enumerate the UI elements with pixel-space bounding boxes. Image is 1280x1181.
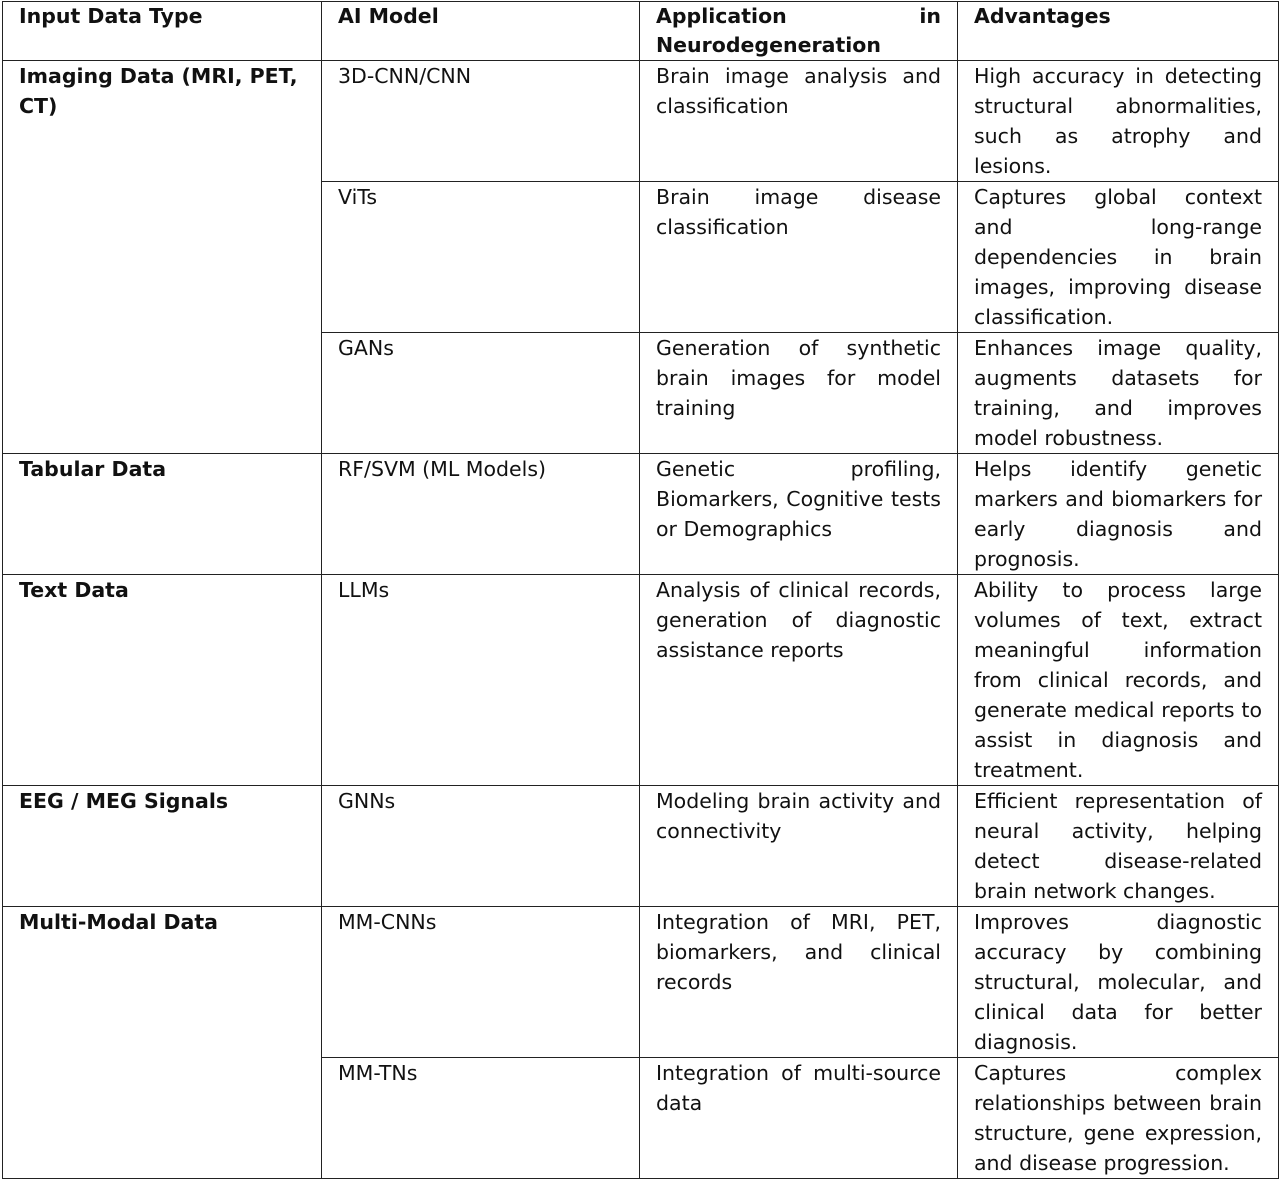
cell-advantages: Captures global context and long-range dependencies in brain images, improving disease classification.: [958, 182, 1279, 333]
table-row: [3, 786, 1279, 907]
cell-advantages: Helps identify genetic markers and biomarkers for early diagnosis and prognosis.: [958, 454, 1279, 575]
table-header-row: [3, 2, 1279, 61]
ai-models-table: [2, 1, 1279, 1179]
cell-application: Genetic profiling, Biomarkers, Cognitive tests or Demographics: [640, 454, 958, 575]
header-application: Application in Neurodegeneration: [640, 2, 958, 61]
table-row: [3, 454, 1279, 575]
cell-input-type: Text Data: [3, 575, 322, 786]
header-ai-model: AI Model: [322, 2, 640, 61]
cell-input-type: Multi-Modal Data: [3, 907, 322, 1179]
cell-model: MM-CNNs: [322, 907, 640, 1058]
cell-model: LLMs: [322, 575, 640, 786]
cell-model: ViTs: [322, 182, 640, 333]
cell-model: GANs: [322, 333, 640, 454]
cell-advantages: Enhances image quality, augments datasets for training, and improves model robustness.: [958, 333, 1279, 454]
cell-application: Analysis of clinical records, generation of diagnostic assistance reports: [640, 575, 958, 786]
cell-advantages: Ability to process large volumes of text, extract meaningful information from clinical records, and generate medical reports to assist in diagnosis and treatment.: [958, 575, 1279, 786]
cell-input-type: Imaging Data (MRI, PET, CT): [3, 61, 322, 454]
cell-application: Brain image disease classification: [640, 182, 958, 333]
cell-model: RF/SVM (ML Models): [322, 454, 640, 575]
cell-advantages: Captures complex relationships between brain structure, gene expression, and disease progression.: [958, 1058, 1279, 1179]
table-row: [3, 907, 1279, 1058]
cell-advantages: High accuracy in detecting structural abnormalities, such as atrophy and lesions.: [958, 61, 1279, 182]
cell-application: Integration of multi-source data: [640, 1058, 958, 1179]
cell-input-type: Tabular Data: [3, 454, 322, 575]
cell-model: MM-TNs: [322, 1058, 640, 1179]
cell-application: Integration of MRI, PET, biomarkers, and clinical records: [640, 907, 958, 1058]
cell-application: Modeling brain activity and connectivity: [640, 786, 958, 907]
table-row: [3, 61, 1279, 182]
cell-model: 3D-CNN/CNN: [322, 61, 640, 182]
cell-application: Generation of synthetic brain images for model training: [640, 333, 958, 454]
cell-advantages: Efficient representation of neural activity, helping detect disease-related brain network changes.: [958, 786, 1279, 907]
header-advantages: Advantages: [958, 2, 1279, 61]
header-input-data-type: Input Data Type: [3, 2, 322, 61]
cell-advantages: Improves diagnostic accuracy by combining structural, molecular, and clinical data for better diagnosis.: [958, 907, 1279, 1058]
cell-application: Brain image analysis and classification: [640, 61, 958, 182]
table-row: [3, 575, 1279, 786]
cell-input-type: EEG / MEG Signals: [3, 786, 322, 907]
cell-model: GNNs: [322, 786, 640, 907]
